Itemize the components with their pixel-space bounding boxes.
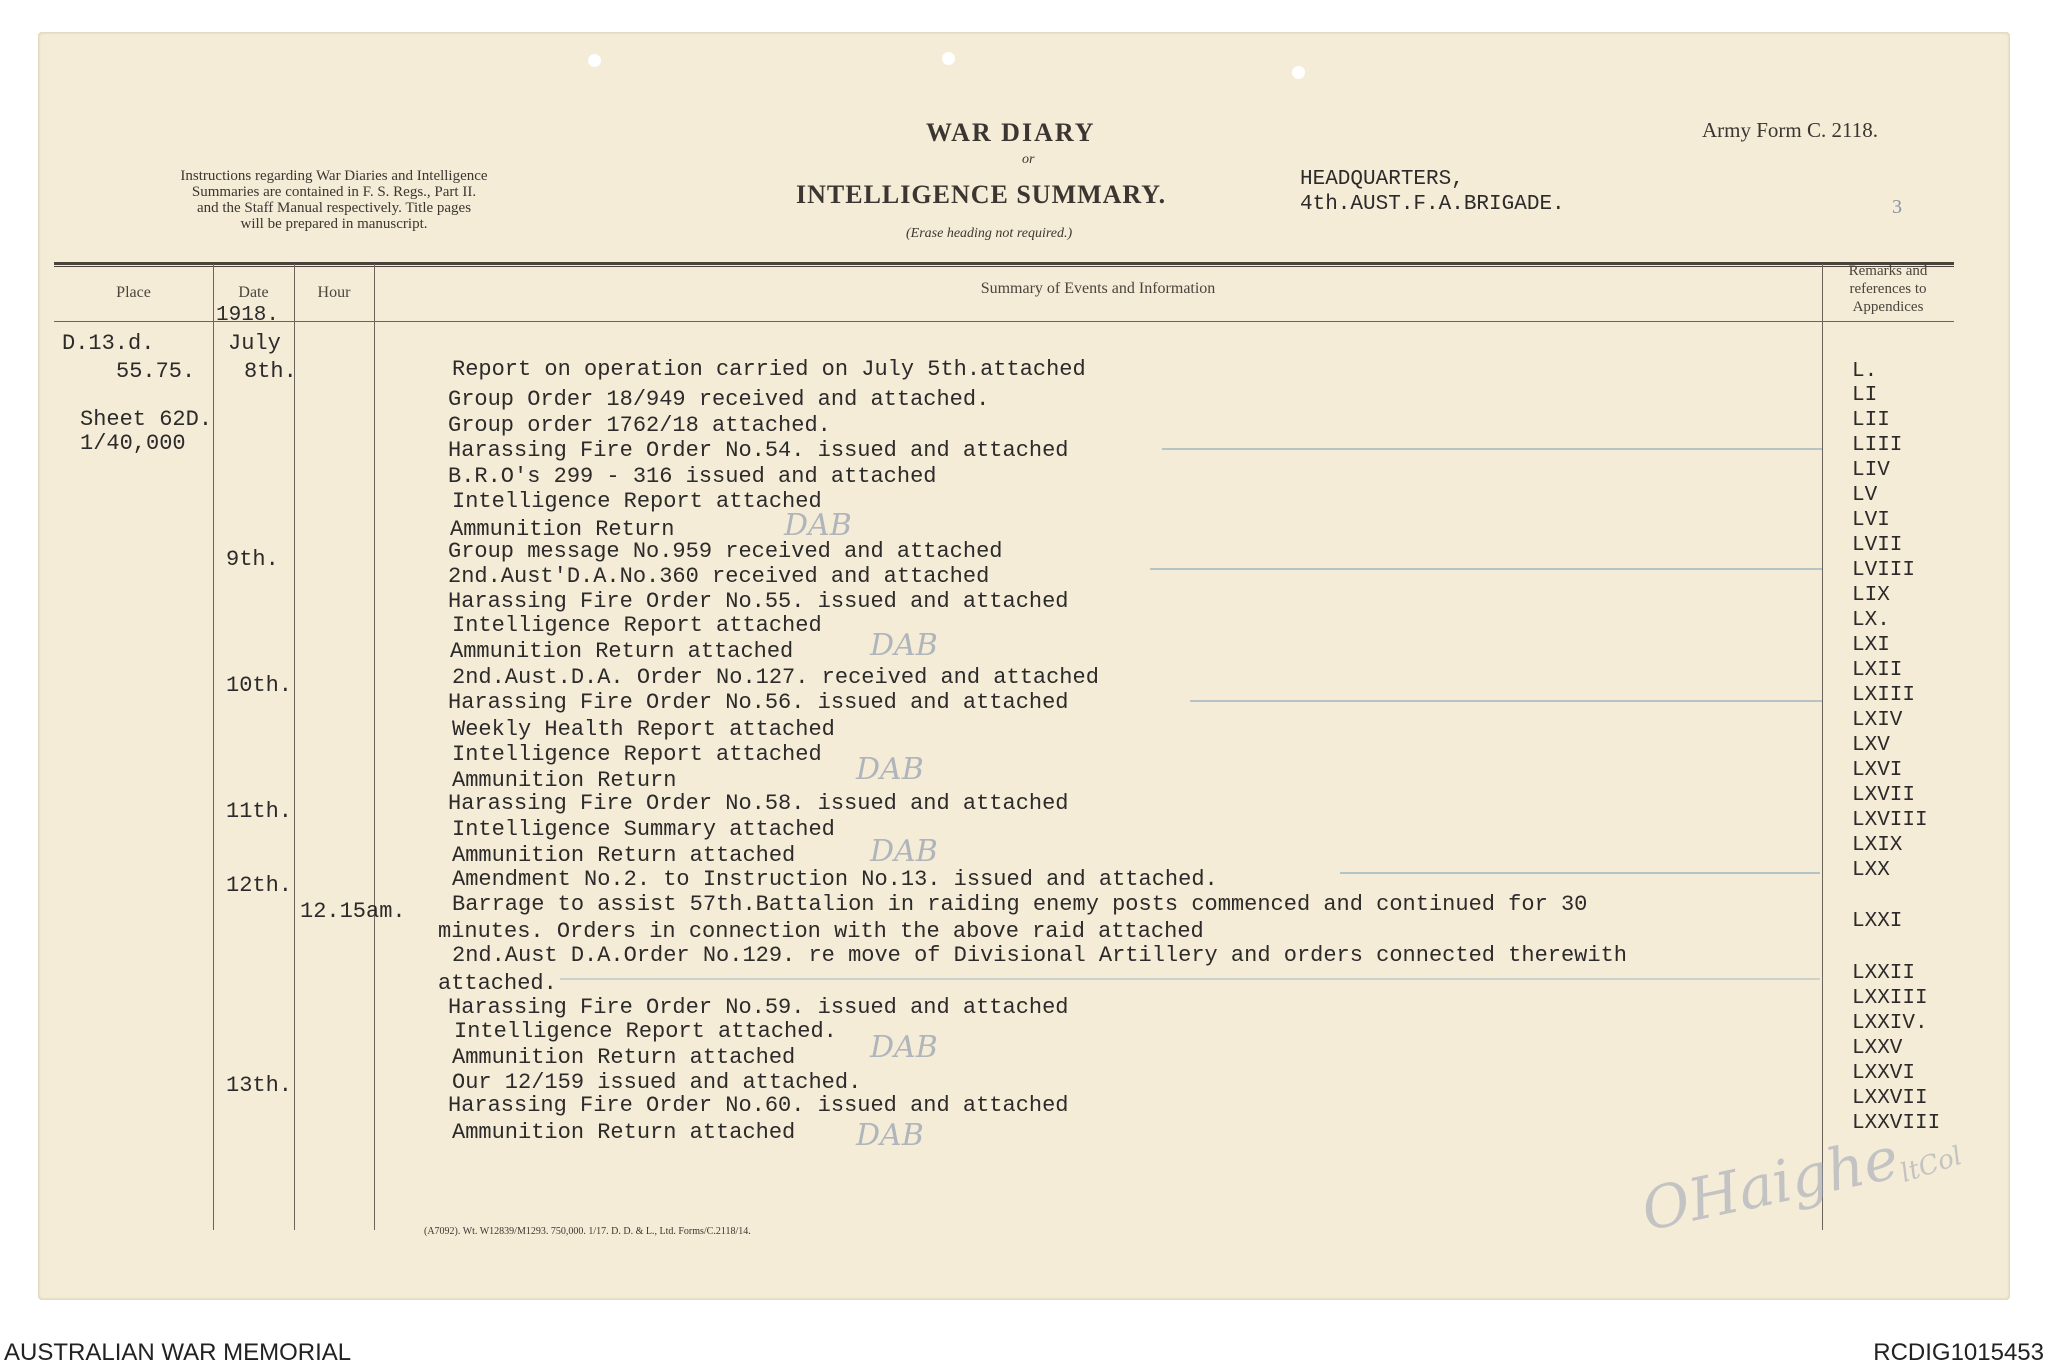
remarks-header-line: references to <box>1849 281 1927 297</box>
reference-entry: LIX <box>1852 584 1890 607</box>
reference-entry: LXXII <box>1852 962 1916 985</box>
unit-headquarters: HEADQUARTERS, <box>1300 168 1464 191</box>
diary-entry: Weekly Health Report attached <box>452 717 835 742</box>
diary-entry: Amendment No.2. to Instruction No.13. issued and attached. <box>452 867 1218 892</box>
reference-entry: LVII <box>1852 534 1903 557</box>
diary-entry: Our 12/159 issued and attached. <box>452 1070 862 1095</box>
column-header-summary: Summary of Events and Information <box>980 280 1216 297</box>
diary-entry: Report on operation carried on July 5th.attached <box>452 357 1086 382</box>
diary-entry: Ammunition Return attached <box>452 1045 796 1070</box>
reference-entry: LI <box>1852 384 1878 407</box>
reference-entry: LVI <box>1852 509 1890 532</box>
diary-entry: Intelligence Summary attached <box>452 817 835 842</box>
column-header-date: Date <box>238 284 269 301</box>
diary-entry: Harassing Fire Order No.54. issued and attached <box>448 438 1069 463</box>
diary-entry: Intelligence Report attached <box>452 742 822 767</box>
reference-entry: LII <box>1852 409 1890 432</box>
reference-entry: LXV <box>1852 734 1890 757</box>
date-day: 8th. <box>244 359 297 384</box>
diary-entry: Intelligence Report attached <box>452 613 822 638</box>
archive-caption: AUSTRALIAN WAR MEMORIAL <box>4 1339 352 1366</box>
column-header-remarks <box>1822 262 1954 316</box>
diary-entry: Group Order 18/949 received and attached. <box>448 387 990 412</box>
initials-mark: DAB <box>870 628 938 663</box>
diary-entry: Group order 1762/18 attached. <box>448 413 831 438</box>
punch-hole <box>942 52 955 65</box>
reference-entry: LXVIII <box>1852 809 1928 832</box>
year-label: 1918. <box>216 304 280 327</box>
reference-entry: LXXVII <box>1852 1087 1928 1110</box>
punch-hole <box>588 54 601 67</box>
date-day: 10th. <box>226 673 293 698</box>
instructions-line: Summaries are contained in F. S. Regs., Part II. <box>191 184 477 200</box>
officer-signature: OHaighe <box>1635 1123 1905 1245</box>
instructions-line: will be prepared in manuscript. <box>240 216 428 232</box>
reference-entry: LIV <box>1852 459 1890 482</box>
diary-entry: Harassing Fire Order No.60. issued and attached <box>448 1093 1069 1118</box>
printer-imprint: (A7092). Wt. W12839/M1293. 750,000. 1/17. D. D. & L., Ltd. Forms/C.2118/14. <box>424 1226 751 1237</box>
date-day: 9th. <box>226 547 279 572</box>
reference-entry: LXXI <box>1852 910 1903 933</box>
diary-entry: Ammunition Return <box>452 768 677 793</box>
instructions-line: and the Staff Manual respectively. Title pages <box>196 200 472 216</box>
reference-entry: LXIV <box>1852 709 1903 732</box>
initials-mark: DAB <box>856 1118 924 1153</box>
reference-entry: LX. <box>1852 609 1890 632</box>
pen-rule <box>1340 872 1820 874</box>
initials-mark: DAB <box>856 752 924 787</box>
reference-entry: LXXVI <box>1852 1062 1916 1085</box>
reference-entry: LXVI <box>1852 759 1903 782</box>
diary-entry: Group message No.959 received and attached <box>448 539 1003 564</box>
diary-entry: Intelligence Report attached <box>452 489 822 514</box>
column-divider <box>294 264 295 1230</box>
instructions-note <box>104 168 564 232</box>
reference-entry: LXVII <box>1852 784 1916 807</box>
diary-entry: attached. <box>438 971 557 996</box>
pen-rule <box>1162 448 1822 450</box>
place-scale: 1/40,000 <box>80 431 186 456</box>
diary-entry: Ammunition Return attached <box>450 639 794 664</box>
place-grid-coords: 55.75. <box>116 359 196 384</box>
diary-entry: Barrage to assist 57th.Battalion in raiding enemy posts commenced and continued for 30 <box>452 892 1588 917</box>
diary-entry: Ammunition Return <box>450 517 675 542</box>
date-day: 12th. <box>226 873 293 898</box>
reference-entry: LIII <box>1852 434 1903 457</box>
pen-rule <box>1190 700 1822 702</box>
erase-note: (Erase heading not required.) <box>906 226 1073 241</box>
initials-mark: DAB <box>870 834 938 869</box>
diary-entry: Ammunition Return attached <box>452 843 796 868</box>
reference-entry: LXXIII <box>1852 987 1928 1010</box>
title-or: or <box>1022 152 1035 167</box>
punch-hole <box>1292 66 1305 79</box>
unit-brigade: 4th.AUST.F.A.BRIGADE. <box>1300 193 1565 216</box>
diary-entry: Intelligence Report attached. <box>454 1019 837 1044</box>
reference-entry: LXI <box>1852 634 1890 657</box>
reference-entry: LXIX <box>1852 834 1903 857</box>
diary-entry: Harassing Fire Order No.55. issued and attached <box>448 589 1069 614</box>
reference-entry: LVIII <box>1852 559 1916 582</box>
table-header-rule <box>54 321 1954 322</box>
initials-mark: DAB <box>870 1030 938 1065</box>
column-divider <box>213 264 214 1230</box>
diary-entry: minutes. Orders in connection with the above raid attached <box>438 919 1204 944</box>
remarks-header-line: Remarks and <box>1848 263 1928 279</box>
reference-entry: LXII <box>1852 659 1903 682</box>
reference-entry: LXXV <box>1852 1037 1903 1060</box>
date-month: July <box>228 331 281 356</box>
diary-entry: Harassing Fire Order No.58. issued and attached <box>448 791 1069 816</box>
reference-entry: LXXIV. <box>1852 1012 1928 1035</box>
remarks-header-line: Appendices <box>1852 299 1924 315</box>
form-number: Army Form C. 2118. <box>1702 118 1878 142</box>
reference-entry: L. <box>1852 360 1878 383</box>
reference-entry: LXXVIII <box>1852 1112 1941 1135</box>
date-day: 13th. <box>226 1073 293 1098</box>
diary-entry: Ammunition Return attached <box>452 1120 796 1145</box>
table-top-rule-thin <box>54 266 1954 267</box>
page-number: 3 <box>1892 196 1902 218</box>
hour-entry: 12.15am. <box>300 899 406 924</box>
pen-rule <box>1150 568 1822 570</box>
column-header-hour: Hour <box>317 284 351 301</box>
column-divider <box>1822 264 1823 1230</box>
place-grid-ref: D.13.d. <box>62 331 155 356</box>
place-sheet: Sheet 62D. <box>80 407 213 432</box>
diary-entry: Harassing Fire Order No.56. issued and attached <box>448 690 1069 715</box>
reference-entry: LXX <box>1852 859 1890 882</box>
instructions-line: Instructions regarding War Diaries and Intelligence <box>180 168 488 184</box>
archive-id: RCDIG1015453 <box>1873 1339 2044 1366</box>
pen-rule <box>560 978 1820 980</box>
column-header-place: Place <box>116 284 151 301</box>
diary-entry: 2nd.Aust D.A.Order No.129. re move of Divisional Artillery and orders connected therewith <box>452 943 1627 968</box>
diary-entry: Harassing Fire Order No.59. issued and attached <box>448 995 1069 1020</box>
title-intelligence-summary: INTELLIGENCE SUMMARY. <box>796 180 1167 209</box>
diary-entry: B.R.O's 299 - 316 issued and attached <box>448 464 937 489</box>
title-war-diary: WAR DIARY <box>926 118 1096 147</box>
signature-rank: ltCol <box>1896 1141 1966 1189</box>
diary-entry: 2nd.Aust'D.A.No.360 received and attached <box>448 564 990 589</box>
date-day: 11th. <box>226 799 293 824</box>
reference-entry: LXIII <box>1852 684 1916 707</box>
diary-entry: 2nd.Aust.D.A. Order No.127. received and attached <box>452 665 1099 690</box>
column-divider <box>374 264 375 1230</box>
table-top-rule <box>54 262 1954 265</box>
reference-entry: LV <box>1852 484 1878 507</box>
initials-mark: DAB <box>784 508 852 543</box>
